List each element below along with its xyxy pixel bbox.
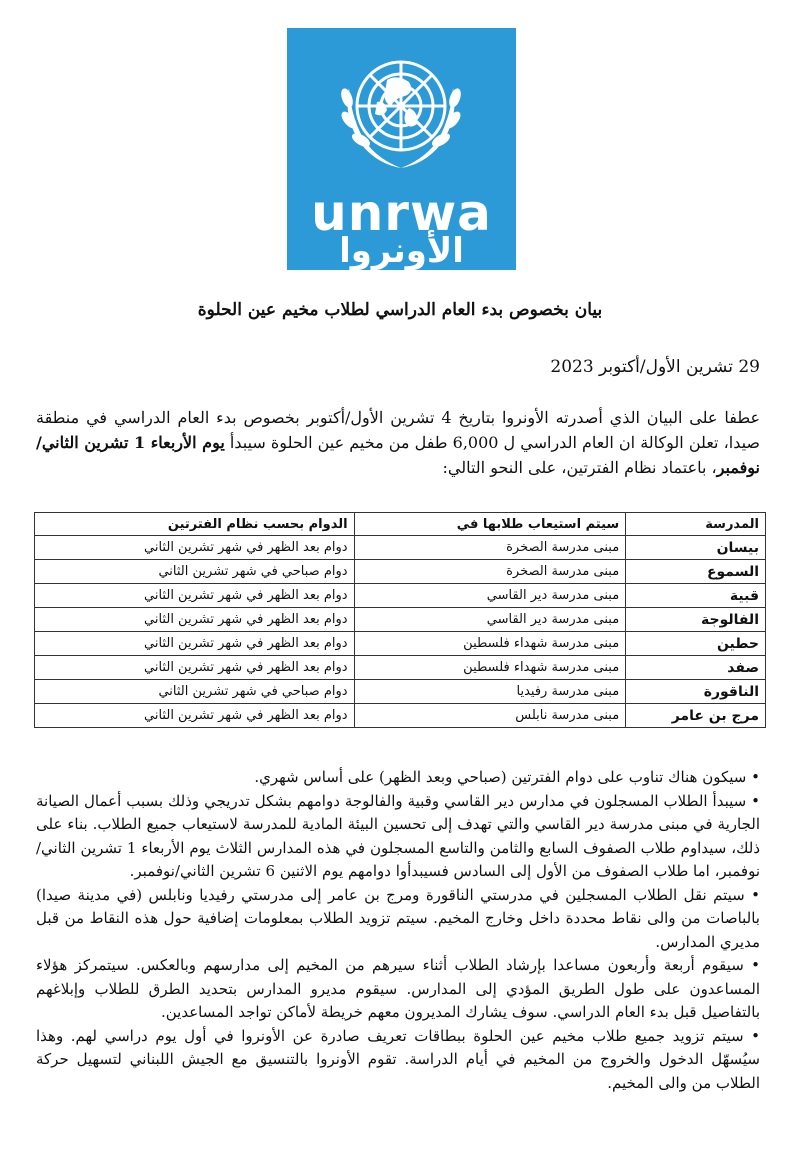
school-shift: دوام بعد الظهر في شهر تشرين الثاني xyxy=(35,632,355,656)
school-name: السموع xyxy=(626,560,766,584)
school-shift: دوام بعد الظهر في شهر تشرين الثاني xyxy=(35,608,355,632)
bullet-list xyxy=(36,766,760,1095)
school-building: مبنى مدرسة الصخرة xyxy=(354,536,626,560)
school-name: الناقورة xyxy=(626,680,766,704)
school-shift: دوام بعد الظهر في شهر تشرين الثاني xyxy=(35,584,355,608)
table-row xyxy=(35,608,766,632)
school-name: قبية xyxy=(626,584,766,608)
table-row xyxy=(35,536,766,560)
school-shift: دوام بعد الظهر في شهر تشرين الثاني xyxy=(35,704,355,728)
school-building: مبنى مدرسة رفيديا xyxy=(354,680,626,704)
school-building: مبنى مدرسة دير القاسي xyxy=(354,608,626,632)
school-building: مبنى مدرسة دير القاسي xyxy=(354,584,626,608)
school-name: حطين xyxy=(626,632,766,656)
table-row xyxy=(35,656,766,680)
school-name: الفالوجة xyxy=(626,608,766,632)
school-building: مبنى مدرسة الصخرة xyxy=(354,560,626,584)
header-shift: الدوام بحسب نظام الفترتين xyxy=(35,513,355,536)
school-shift: دوام بعد الظهر في شهر تشرين الثاني xyxy=(35,536,355,560)
school-shift: دوام صباحي في شهر تشرين الثاني xyxy=(35,680,355,704)
school-building: مبنى مدرسة شهداء فلسطين xyxy=(354,632,626,656)
document-date: 29 تشرين الأول/أكتوبر 2023 xyxy=(550,357,760,377)
school-name: صفد xyxy=(626,656,766,680)
table-header-row xyxy=(35,513,766,536)
bullet-item: • سيقوم أربعة وأربعون مساعدا بإرشاد الطلاب أثناء سيرهم من المخيم إلى مدارسهم وبالعكس. سيتمركز هؤلاء المساعدون على طول الطريق المؤدي إلى المدارس. سيقوم مديرو المدارس بتحديد الطرق للطلاب وإبلاغهم بالتفاصيل قبل بدء العام الدراسي. سوف يشارك المديرون معهم خريطة لأماكن تواجد المساعدين. xyxy=(36,956,760,1021)
table-row xyxy=(35,632,766,656)
page-title: بيان بخصوص بدء العام الدراسي لطلاب مخيم عين الحلوة xyxy=(197,300,603,320)
table-row xyxy=(35,704,766,728)
intro-start-date: يوم الأربعاء 1 تشرين الثاني/نوفمبر xyxy=(36,433,760,477)
school-shift: دوام صباحي في شهر تشرين الثاني xyxy=(35,560,355,584)
intro-text-end: ، باعتماد نظام الفترتين، على النحو التالي: xyxy=(442,458,717,477)
school-building: مبنى مدرسة شهداء فلسطين xyxy=(354,656,626,680)
intro-paragraph xyxy=(36,405,760,480)
table-row xyxy=(35,560,766,584)
schools-table xyxy=(34,512,766,728)
school-shift: دوام بعد الظهر في شهر تشرين الثاني xyxy=(35,656,355,680)
header-building: سيتم استيعاب طلابها في xyxy=(354,513,626,536)
bullet-item: • سيكون هناك تناوب على دوام الفترتين (صباحي وبعد الظهر) على أساس شهري. xyxy=(254,768,760,786)
un-emblem-icon xyxy=(287,28,516,188)
table-row xyxy=(35,584,766,608)
header-school: المدرسة xyxy=(626,513,766,536)
school-name: مرج بن عامر xyxy=(626,704,766,728)
bullet-item: • سيتم تزويد جميع طلاب مخيم عين الحلوة ببطاقات تعريف صادرة عن الأونروا في أول يوم دراسي لهم. وهذا سيُسهّل الدخول والخروج من المخيم في أيام الدراسة. تقوم الأونروا بالتنسيق مع الجيش اللبناني لتسهيل حركة الطلاب من والى المخيم. xyxy=(36,1026,760,1092)
school-name: بيسان xyxy=(626,536,766,560)
logo-text-en: unrwa xyxy=(311,184,492,242)
table-row xyxy=(35,680,766,704)
bullet-item: • سيبدأ الطلاب المسجلون في مدارس دير القاسي وقبية والفالوجة دوامهم بشكل تدريجي وذلك بسبب أعمال الصيانة الجارية في مبنى مدرسة دير القاسي والتي تهدف إلى تحسين البيئة المادية للمدرسة لاستيعاب جميع الطلاب. بناء على ذلك، سيداوم طلاب الصفوف السابع والثامن والتاسع المسجلون في هذه المدارس الثلاث يوم الأربعاء 1 تشرين الثاني/نوفمبر، اما طلاب الصفوف من الأول إلى السادس فسيبدأوا دوامهم يوم الاثنين 6 تشرين الثاني/نوفمبر. xyxy=(36,791,761,880)
intro-text: عطفا على البيان الذي أصدرته الأونروا بتاريخ 4 تشرين الأول/أكتوبر بخصوص بدء العام الدراسي في منطقة صيدا، تعلن الوكالة ان العام الدراسي ل 6,000 طفل من مخيم عين الحلوة سيبدأ xyxy=(36,408,761,452)
school-building: مبنى مدرسة نابلس xyxy=(354,704,626,728)
logo-text-ar: الأونروا xyxy=(339,231,464,271)
bullet-item: • سيتم نقل الطلاب المسجلين في مدرستي الناقورة ومرج بن عامر إلى مدرستي رفيديا ونابلس (في مدينة صيدا) بالباصات من والى نقاط محددة داخل وخارج المخيم. سيتم تزويد الطلاب بمعلومات إضافية حول هذه النقاط من قبل مديري المدارس. xyxy=(36,885,760,951)
unrwa-logo xyxy=(287,28,516,270)
